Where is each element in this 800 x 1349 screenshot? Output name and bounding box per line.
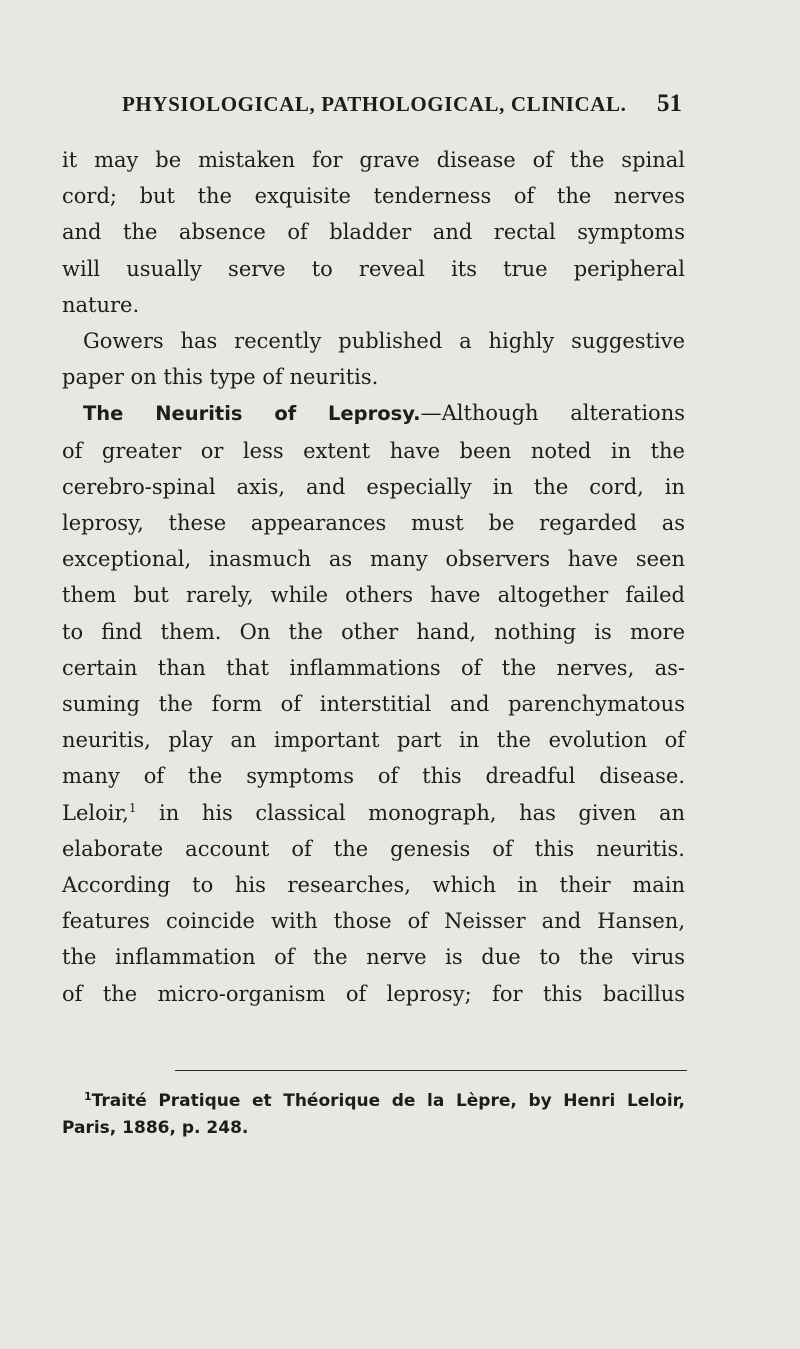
subheading-continuation: —Although alterations — [420, 401, 686, 426]
text-line: neuritis, play an important part in the evolution of — [62, 728, 685, 753]
text-line-with-footnote-ref — [62, 795, 685, 831]
page-number: 51 — [657, 90, 682, 117]
text-line: to find them. On the other hand, nothing is more — [62, 619, 685, 644]
text-line: of greater or less extent have been noted in the — [62, 438, 685, 463]
text-line: paper on this type of neuritis. — [62, 365, 379, 390]
leloir-name: Leloir, — [62, 800, 129, 825]
text-line: nature. — [62, 292, 140, 317]
body-text — [62, 142, 685, 1012]
subheading: The Neuritis of Leprosy. — [83, 402, 421, 426]
text-line: exceptional, inasmuch as many observers have seen — [62, 547, 685, 572]
text-line: the inflammation of the nerve is due to the virus — [62, 945, 685, 970]
text-line: suming the form of interstitial and parenchymatous — [62, 692, 685, 717]
footnote-reference[interactable]: 1 — [128, 800, 137, 815]
footnote-line — [62, 1088, 685, 1115]
text-line: Gowers has recently published a highly suggestive — [83, 329, 685, 354]
text-line: features coincide with those of Neisser and Hansen, — [62, 909, 685, 934]
text-line: it may be mistaken for grave disease of the spinal — [62, 148, 685, 172]
footnote-marker: 1 — [84, 1090, 92, 1103]
text-line: cord; but the exquisite tenderness of the nerves — [62, 184, 685, 209]
text-line: According to his researches, which in their main — [62, 873, 685, 898]
subheading-line — [62, 395, 685, 432]
text-line: many of the symptoms of this dreadful disease. — [62, 764, 685, 789]
text-line: and the absence of bladder and rectal symptoms — [62, 220, 685, 245]
running-head — [122, 88, 682, 120]
text-line: cerebro-spinal axis, and especially in the cord, in — [62, 474, 685, 499]
text-line: of the micro-organism of leprosy; for this bacillus — [62, 981, 685, 1006]
leloir-continuation: in his classical monograph, has given an — [136, 800, 685, 825]
text-line: elaborate account of the genesis of this neuritis. — [62, 836, 685, 861]
footnote-text: Traité Pratique et Théorique de la Lèpre, by Henri Leloir, — [91, 1091, 685, 1111]
footnote-line: Paris, 1886, p. 248. — [62, 1118, 249, 1138]
footnote — [62, 1088, 685, 1142]
text-line: certain than that inflammations of the nerves, as- — [62, 655, 685, 680]
text-line: leprosy, these appearances must be regarded as — [62, 511, 685, 536]
running-head-title: PHYSIOLOGICAL, PATHOLOGICAL, CLINICAL. — [122, 92, 627, 116]
text-line: will usually serve to reveal its true peripheral — [62, 256, 685, 281]
text-line: them but rarely, while others have altogether failed — [62, 583, 685, 608]
footnote-divider — [175, 1070, 687, 1071]
